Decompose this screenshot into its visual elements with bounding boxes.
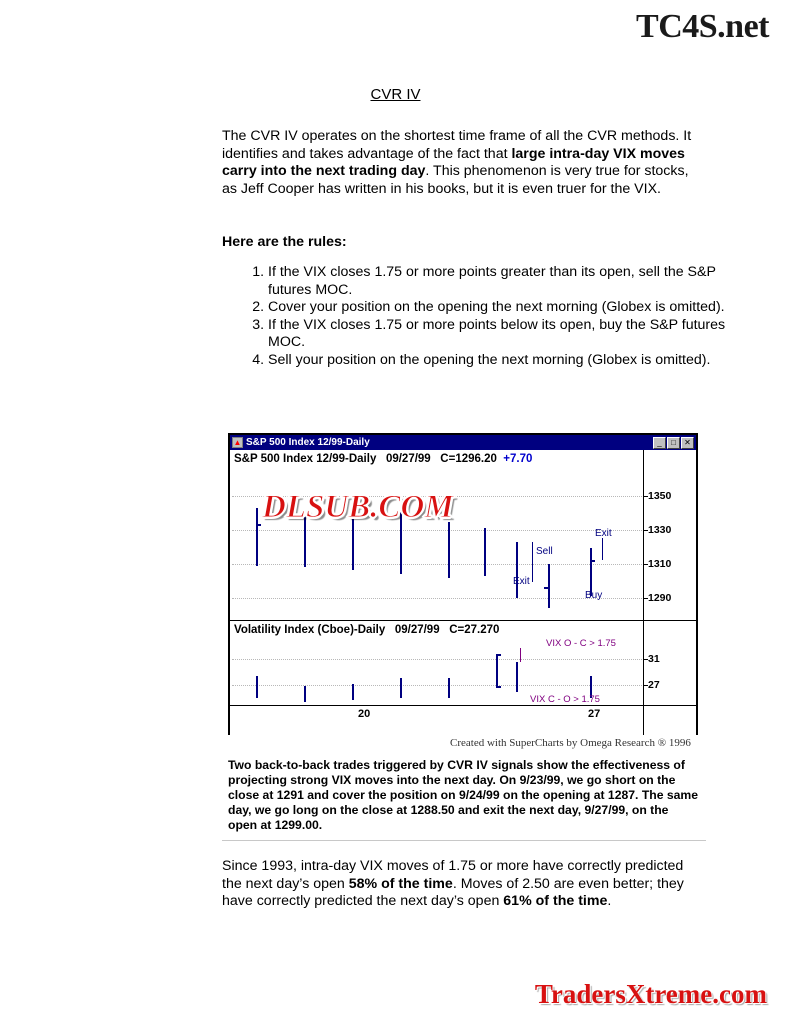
vix-pane-header xyxy=(234,624,499,636)
list-item: 1. If the VIX closes 1.75 or more points greater than its open, sell the S&P futures MOC. xyxy=(268,264,742,299)
price-bar xyxy=(590,548,592,596)
axis-label: 1330 xyxy=(648,524,672,536)
vix-bar xyxy=(256,676,258,698)
app-icon: ▲ xyxy=(233,438,242,447)
price-bar-close xyxy=(544,587,549,589)
pane-separator xyxy=(230,620,696,621)
vix-bar xyxy=(448,678,450,698)
annotation-vix-co: VIX C - O > 1.75 xyxy=(530,694,600,705)
price-bar xyxy=(484,528,486,576)
annotation-leader xyxy=(520,648,521,662)
price-close: C=1296.20 xyxy=(440,453,497,465)
vix-bar xyxy=(352,684,354,700)
list-item: 2. Cover your position on the opening the next morning (Globex is omitted). xyxy=(268,299,742,317)
chart-window-title: S&P 500 Index 12/99-Daily xyxy=(246,437,370,448)
closing-paragraph xyxy=(222,858,706,911)
intro-bold-1: large intra-day VIX moves carry into the next trading day xyxy=(222,145,685,179)
gridline xyxy=(232,598,642,599)
maximize-button[interactable]: □ xyxy=(667,437,680,449)
vix-bar-tick xyxy=(496,686,501,688)
annotation-vix-oc: VIX O - C > 1.75 xyxy=(546,638,616,649)
bottom-watermark: TradersXtreme.com xyxy=(534,979,767,1009)
closing-bold-2: 61% of the time xyxy=(503,893,608,909)
price-bar xyxy=(548,564,550,608)
price-pane-header xyxy=(234,453,532,465)
annotation-sell: Sell xyxy=(536,546,553,557)
gridline xyxy=(232,564,642,565)
vix-bar xyxy=(304,686,306,702)
close-icon[interactable]: ✕ xyxy=(681,437,694,449)
rules-list xyxy=(236,264,742,369)
price-bar-open xyxy=(256,524,261,526)
closing-text-1: Since 1993, intra-day VIX moves of 1.75 or more have correctly predicted the next day’s open xyxy=(222,858,684,892)
vix-bar-signal xyxy=(496,654,498,688)
x-axis-line xyxy=(230,705,696,706)
chart-overlay-watermark: DLSUB.COM xyxy=(262,489,454,525)
rules-heading: Here are the rules: xyxy=(222,234,347,250)
gridline xyxy=(232,659,642,660)
figure-caption: Two back-to-back trades triggered by CVR IV signals show the effectiveness of projecting strong VIX moves into the next day. On 9/23/99, we go short on the close at 1291 and cover the position on 9/24/99 on the opening at 1287. The same day, we go long on the close at 1288.50 and exit the next day, 9/27/99, on the open at 1299.00. xyxy=(228,758,699,832)
price-change: +7.70 xyxy=(503,453,533,465)
closing-text-2: . Moves of 2.50 are even better; they have correctly predicted the next day’s open xyxy=(222,875,684,909)
axis-label: 31 xyxy=(648,653,660,665)
annotation-leader xyxy=(532,542,533,582)
x-axis-label: 27 xyxy=(588,708,601,720)
list-item: 4. Sell your position on the opening the next morning (Globex is omitted). xyxy=(268,352,742,370)
vix-close: C=27.270 xyxy=(449,624,500,636)
minimize-button[interactable]: _ xyxy=(653,437,666,449)
vix-bar-tick xyxy=(496,654,501,656)
chart-window[interactable] xyxy=(228,433,698,735)
axis-label: 1310 xyxy=(648,558,672,570)
closing-bold-1: 58% of the time xyxy=(348,875,453,892)
intro-text-1: The CVR IV operates on the shortest time frame of all the CVR methods. It identifies and takes advantage of the fact that xyxy=(222,128,692,162)
price-bar xyxy=(516,542,518,598)
page-title: CVR IV xyxy=(370,86,421,103)
price-bar-open xyxy=(590,560,595,562)
price-date: 09/27/99 xyxy=(385,453,431,465)
divider xyxy=(222,840,706,841)
axis-label: 27 xyxy=(648,679,660,691)
price-bar xyxy=(448,522,450,578)
axis-label: 1350 xyxy=(648,490,672,502)
chart-credit: Created with SuperCharts by Omega Research ® 1996 xyxy=(450,737,691,749)
closing-text-3: . xyxy=(607,893,612,909)
x-axis-label: 20 xyxy=(358,708,371,720)
gridline xyxy=(232,685,642,686)
intro-paragraph xyxy=(222,128,706,198)
vix-symbol: Volatility Index (Cboe)-Daily xyxy=(234,624,386,636)
vix-date: 09/27/99 xyxy=(394,624,440,636)
annotation-exit-1: Exit xyxy=(513,576,530,587)
annotation-exit-2: Exit xyxy=(595,528,612,539)
price-bar xyxy=(256,508,258,566)
intro-text-2: . This phenomenon is very true for stocks, as Jeff Cooper has written in his books, but it is even truer for the VIX. xyxy=(222,163,689,197)
window-controls[interactable] xyxy=(653,437,694,449)
price-symbol: S&P 500 Index 12/99-Daily xyxy=(234,453,377,465)
vix-bar xyxy=(400,678,402,698)
annotation-leader xyxy=(602,538,603,560)
vix-axis xyxy=(643,622,644,735)
vix-bar-signal xyxy=(516,662,518,692)
gridline xyxy=(232,530,642,531)
top-watermark: TC4S.net xyxy=(636,8,769,45)
list-item: 3. If the VIX closes 1.75 or more points below its open, buy the S&P futures MOC. xyxy=(268,317,742,352)
annotation-buy: Buy xyxy=(585,590,603,601)
chart-window-titlebar[interactable] xyxy=(230,435,696,450)
axis-label: 1290 xyxy=(648,592,672,604)
